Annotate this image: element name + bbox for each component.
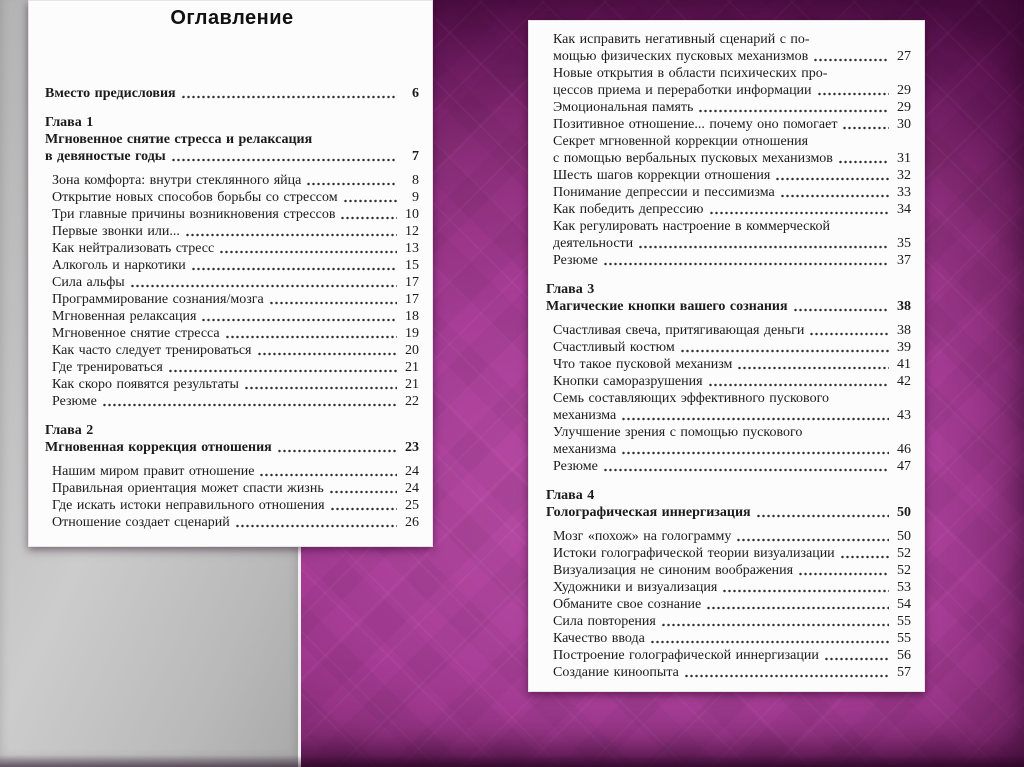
toc-line <box>52 240 419 257</box>
toc-list-left <box>45 85 419 531</box>
toc-line <box>52 172 419 189</box>
toc-line-text: цессов приема и переработки информации <box>553 83 812 98</box>
toc-line <box>45 422 419 439</box>
toc-entry <box>546 647 911 664</box>
dot-leader <box>603 262 889 266</box>
toc-line <box>553 579 911 596</box>
toc-line-text: Качество ввода <box>553 631 645 646</box>
toc-page-right <box>528 20 925 692</box>
toc-entry <box>45 514 419 531</box>
dot-leader <box>225 335 397 339</box>
toc-line <box>45 131 419 148</box>
page-title: Оглавление <box>170 7 294 29</box>
toc-entry <box>546 596 911 613</box>
toc-line-text: Глава 4 <box>546 488 595 503</box>
page-number: 7 <box>412 149 419 164</box>
page-number: 29 <box>897 83 911 98</box>
toc-line-text: Эмоциональная память <box>553 100 694 115</box>
toc-line <box>52 514 419 531</box>
toc-line <box>52 497 419 514</box>
page-number: 32 <box>897 168 911 183</box>
dot-leader <box>638 245 889 249</box>
toc-line <box>45 148 419 165</box>
toc-page-left <box>28 0 433 547</box>
toc-entry <box>45 274 419 291</box>
toc-entry <box>45 308 419 325</box>
page-number: 24 <box>405 464 419 479</box>
toc-line-text: Голографическая иннергизация <box>546 505 751 520</box>
toc-line <box>553 647 911 664</box>
toc-entry <box>45 393 419 410</box>
dot-leader <box>181 95 397 99</box>
toc-line <box>553 613 911 630</box>
toc-entry <box>546 630 911 647</box>
toc-entry <box>546 458 911 475</box>
page-number: 34 <box>897 202 911 217</box>
dot-leader <box>277 449 397 453</box>
toc-entry <box>546 339 911 356</box>
toc-line-text: Алкоголь и наркотики <box>52 258 186 273</box>
toc-line-text: Открытие новых способов борьбы со стрессом <box>52 190 338 205</box>
page-number: 47 <box>897 459 911 474</box>
toc-line <box>553 65 911 82</box>
toc-line <box>553 167 911 184</box>
toc-entry <box>546 133 911 167</box>
dot-leader <box>775 177 889 181</box>
page-number: 38 <box>897 323 911 338</box>
dot-leader <box>235 524 397 528</box>
dot-leader <box>709 211 889 215</box>
toc-entry <box>546 252 911 269</box>
page-number: 22 <box>405 394 419 409</box>
toc-line <box>553 116 911 133</box>
page-number: 55 <box>897 631 911 646</box>
dot-leader <box>698 109 889 113</box>
toc-chapter-heading <box>45 85 419 102</box>
dot-leader <box>684 674 889 678</box>
toc-entry <box>546 613 911 630</box>
toc-line <box>553 630 911 647</box>
toc-line-text: Программирование сознания/мозга <box>52 292 264 307</box>
dot-leader <box>813 58 889 62</box>
page-number: 15 <box>405 258 419 273</box>
page-number: 31 <box>897 151 911 166</box>
page-number: 6 <box>412 86 419 101</box>
toc-entry <box>546 184 911 201</box>
dot-leader <box>259 473 397 477</box>
page-number: 18 <box>405 309 419 324</box>
toc-line-text: Глава 3 <box>546 282 595 297</box>
toc-line <box>553 252 911 269</box>
toc-line-text: Как регулировать настроение в коммерческой <box>553 219 830 234</box>
toc-line-text: Семь составляющих эффективного пускового <box>553 391 829 406</box>
toc-entry <box>546 31 911 65</box>
toc-line-text: Отношение создает сценарий <box>52 515 230 530</box>
toc-line <box>553 339 911 356</box>
toc-line <box>553 528 911 545</box>
toc-line <box>553 150 911 167</box>
page-number: 24 <box>405 481 419 496</box>
dot-leader <box>603 468 889 472</box>
page-number: 55 <box>897 614 911 629</box>
toc-chapter-heading <box>45 114 419 165</box>
toc-line <box>52 480 419 497</box>
page-number: 33 <box>897 185 911 200</box>
toc-line <box>52 325 419 342</box>
dot-leader <box>171 158 397 162</box>
toc-entry <box>45 342 419 359</box>
toc-line-text: с помощью вербальных пусковых механизмов <box>553 151 833 166</box>
toc-line <box>553 545 911 562</box>
toc-line-text: Создание киноопыта <box>553 665 679 680</box>
toc-line-text: Секрет мгновенной коррекции отношения <box>553 134 809 149</box>
toc-line <box>553 441 911 458</box>
page-number: 54 <box>897 597 911 612</box>
page-number: 9 <box>412 190 419 205</box>
page-number: 17 <box>405 275 419 290</box>
toc-line <box>52 463 419 480</box>
toc-line <box>52 274 419 291</box>
page-number: 25 <box>405 498 419 513</box>
dot-leader <box>168 369 397 373</box>
dot-leader <box>708 383 889 387</box>
dot-leader <box>621 417 889 421</box>
dot-leader <box>650 640 889 644</box>
page-number: 38 <box>897 299 911 314</box>
toc-line <box>553 99 911 116</box>
page-number: 57 <box>897 665 911 680</box>
toc-line-text: Мозг «похож» на голограмму <box>553 529 732 544</box>
toc-line-text: Резюме <box>553 459 598 474</box>
toc-line <box>553 664 911 681</box>
dot-leader <box>219 250 397 254</box>
toc-line-text: Счастливая свеча, притягивающая деньги <box>553 323 805 338</box>
toc-line-text: Художники и визуализация <box>553 580 718 595</box>
toc-line-text: Резюме <box>553 253 598 268</box>
page-number: 29 <box>897 100 911 115</box>
toc-chapter-heading <box>546 281 911 315</box>
toc-line-text: Как победить депрессию <box>553 202 704 217</box>
toc-entry <box>45 325 419 342</box>
toc-line <box>553 184 911 201</box>
toc-line <box>553 235 911 252</box>
toc-line <box>52 376 419 393</box>
toc-line-text: Позитивное отношение... почему оно помогает <box>553 117 838 132</box>
toc-line-text: Как исправить негативный сценарий с по- <box>553 32 810 47</box>
toc-line-text: Мгновенная коррекция отношения <box>45 440 272 455</box>
toc-line <box>553 133 911 150</box>
dot-leader <box>330 507 397 511</box>
toc-line-text: Что такое пусковой механизм <box>553 357 733 372</box>
toc-line-text: механизма <box>553 442 617 457</box>
toc-entry <box>546 545 911 562</box>
toc-entry <box>45 189 419 206</box>
dot-leader <box>244 386 397 390</box>
page-number: 41 <box>897 357 911 372</box>
page-number: 20 <box>405 343 419 358</box>
toc-line-text: Истоки голографической теории визуализации <box>553 546 835 561</box>
toc-line-text: деятельности <box>553 236 634 251</box>
toc-line <box>553 373 911 390</box>
toc-entry <box>45 240 419 257</box>
toc-entry <box>546 390 911 424</box>
toc-entry <box>546 322 911 339</box>
toc-line-text: Кнопки саморазрушения <box>553 374 703 389</box>
dot-leader <box>817 92 889 96</box>
toc-line <box>52 393 419 410</box>
toc-line-text: мощью физических пусковых механизмов <box>553 49 809 64</box>
toc-line-text: Глава 2 <box>45 423 94 438</box>
dot-leader <box>722 589 889 593</box>
dot-leader <box>798 572 889 576</box>
toc-line <box>52 223 419 240</box>
dot-leader <box>780 194 889 198</box>
toc-line-text: механизма <box>553 408 617 423</box>
toc-line <box>546 281 911 298</box>
dot-leader <box>306 182 397 186</box>
page-number: 42 <box>897 374 911 389</box>
dot-leader <box>756 514 889 518</box>
toc-line <box>553 424 911 441</box>
toc-line-text: Обманите свое сознание <box>553 597 702 612</box>
toc-entry <box>546 424 911 458</box>
toc-line <box>553 356 911 373</box>
toc-line <box>553 201 911 218</box>
toc-line <box>52 342 419 359</box>
page-number: 52 <box>897 546 911 561</box>
toc-entry <box>546 99 911 116</box>
toc-line-text: Счастливый костюм <box>553 340 675 355</box>
page-number: 23 <box>405 440 419 455</box>
toc-entry <box>546 579 911 596</box>
dot-leader <box>257 352 398 356</box>
toc-entry <box>45 359 419 376</box>
dot-leader <box>737 366 889 370</box>
page-number: 30 <box>897 117 911 132</box>
toc-line-text: Вместо предисловия <box>45 86 176 101</box>
toc-line <box>553 407 911 424</box>
page-number: 53 <box>897 580 911 595</box>
dot-leader <box>661 623 889 627</box>
toc-line <box>553 596 911 613</box>
dot-leader <box>185 233 397 237</box>
toc-line <box>553 218 911 235</box>
toc-entry <box>45 223 419 240</box>
toc-line <box>553 390 911 407</box>
page-number: 12 <box>405 224 419 239</box>
toc-line-text: Как часто следует тренироваться <box>52 343 252 358</box>
toc-entry <box>546 528 911 545</box>
dot-leader <box>329 490 397 494</box>
toc-line-text: Первые звонки или... <box>52 224 180 239</box>
toc-line-text: Шесть шагов коррекции отношения <box>553 168 771 183</box>
page-number: 8 <box>412 173 419 188</box>
toc-line <box>546 298 911 315</box>
page-number: 27 <box>897 49 911 64</box>
toc-line <box>52 291 419 308</box>
dot-leader <box>842 126 889 130</box>
page-number: 56 <box>897 648 911 663</box>
toc-line <box>45 439 419 456</box>
toc-line-text: Правильная ориентация может спасти жизнь <box>52 481 324 496</box>
dot-leader <box>838 160 889 164</box>
toc-line-text: Новые открытия в области психических про- <box>553 66 828 81</box>
toc-line <box>553 82 911 99</box>
toc-line <box>546 504 911 521</box>
dot-leader <box>840 555 889 559</box>
dot-leader <box>191 267 397 271</box>
page-number: 37 <box>897 253 911 268</box>
toc-line-text: Построение голографической иннергизации <box>553 648 819 663</box>
toc-entry <box>546 167 911 184</box>
toc-line-text: Как нейтрализовать стресс <box>52 241 215 256</box>
toc-entry <box>45 291 419 308</box>
toc-line-text: Зона комфорта: внутри стеклянного яйца <box>52 173 302 188</box>
toc-line-text: Визуализация не синоним воображения <box>553 563 794 578</box>
dot-leader <box>201 318 397 322</box>
dot-leader <box>824 657 889 661</box>
dot-leader <box>736 538 889 542</box>
page-number: 50 <box>897 505 911 520</box>
toc-line-text: Три главные причины возникновения стрессов <box>52 207 336 222</box>
toc-line <box>52 257 419 274</box>
toc-line <box>553 322 911 339</box>
toc-entry <box>546 562 911 579</box>
toc-entry <box>546 664 911 681</box>
dot-leader <box>343 199 397 203</box>
toc-entry <box>546 373 911 390</box>
toc-line <box>52 308 419 325</box>
page-number: 39 <box>897 340 911 355</box>
toc-entry <box>45 257 419 274</box>
toc-line-text: Мгновенная релаксация <box>52 309 197 324</box>
toc-line-text: Понимание депрессии и пессимизма <box>553 185 775 200</box>
toc-entry <box>546 218 911 252</box>
toc-entry <box>45 497 419 514</box>
toc-chapter-heading <box>546 487 911 521</box>
toc-entry <box>546 116 911 133</box>
page-number: 21 <box>405 360 419 375</box>
dot-leader <box>130 284 397 288</box>
toc-line <box>45 85 419 102</box>
page-number: 19 <box>405 326 419 341</box>
toc-line-text: Где тренироваться <box>52 360 163 375</box>
toc-entry <box>546 356 911 373</box>
dot-leader <box>621 451 889 455</box>
dot-leader <box>102 403 397 407</box>
page-number: 50 <box>897 529 911 544</box>
toc-line <box>553 458 911 475</box>
toc-entry <box>546 65 911 99</box>
toc-line-text: Сила альфы <box>52 275 125 290</box>
toc-entry <box>546 201 911 218</box>
dot-leader <box>793 308 889 312</box>
toc-line-text: Улучшение зрения с помощью пускового <box>553 425 803 440</box>
page-number: 17 <box>405 292 419 307</box>
toc-line <box>52 206 419 223</box>
toc-entry <box>45 463 419 480</box>
dot-leader <box>680 349 889 353</box>
toc-line-text: в девяностые годы <box>45 149 166 164</box>
toc-line <box>52 189 419 206</box>
toc-line-text: Мгновенное снятие стресса <box>52 326 220 341</box>
toc-line <box>553 48 911 65</box>
page-number: 52 <box>897 563 911 578</box>
toc-entry <box>45 376 419 393</box>
toc-line-text: Мгновенное снятие стресса и релаксация <box>45 132 313 147</box>
toc-line-text: Где искать истоки неправильного отношения <box>52 498 325 513</box>
dot-leader <box>706 606 889 610</box>
toc-line-text: Нашим миром правит отношение <box>52 464 255 479</box>
toc-line-text: Глава 1 <box>45 115 94 130</box>
toc-entry <box>45 172 419 189</box>
toc-line <box>45 114 419 131</box>
toc-line-text: Магические кнопки вашего сознания <box>546 299 788 314</box>
dot-leader <box>809 332 889 336</box>
toc-line-text: Резюме <box>52 394 97 409</box>
dot-leader <box>269 301 397 305</box>
toc-line <box>52 359 419 376</box>
page-number: 46 <box>897 442 911 457</box>
toc-list-right <box>546 31 911 681</box>
toc-line-text: Как скоро появятся результаты <box>52 377 239 392</box>
page-number: 21 <box>405 377 419 392</box>
toc-entry <box>45 206 419 223</box>
page-number: 43 <box>897 408 911 423</box>
page-number: 35 <box>897 236 911 251</box>
toc-entry <box>45 480 419 497</box>
toc-line <box>553 562 911 579</box>
page-number: 26 <box>405 515 419 530</box>
dot-leader <box>340 216 397 220</box>
toc-line <box>546 487 911 504</box>
page-number: 10 <box>405 207 419 222</box>
page-number: 13 <box>405 241 419 256</box>
toc-chapter-heading <box>45 422 419 456</box>
toc-line <box>553 31 911 48</box>
toc-line-text: Сила повторения <box>553 614 656 629</box>
